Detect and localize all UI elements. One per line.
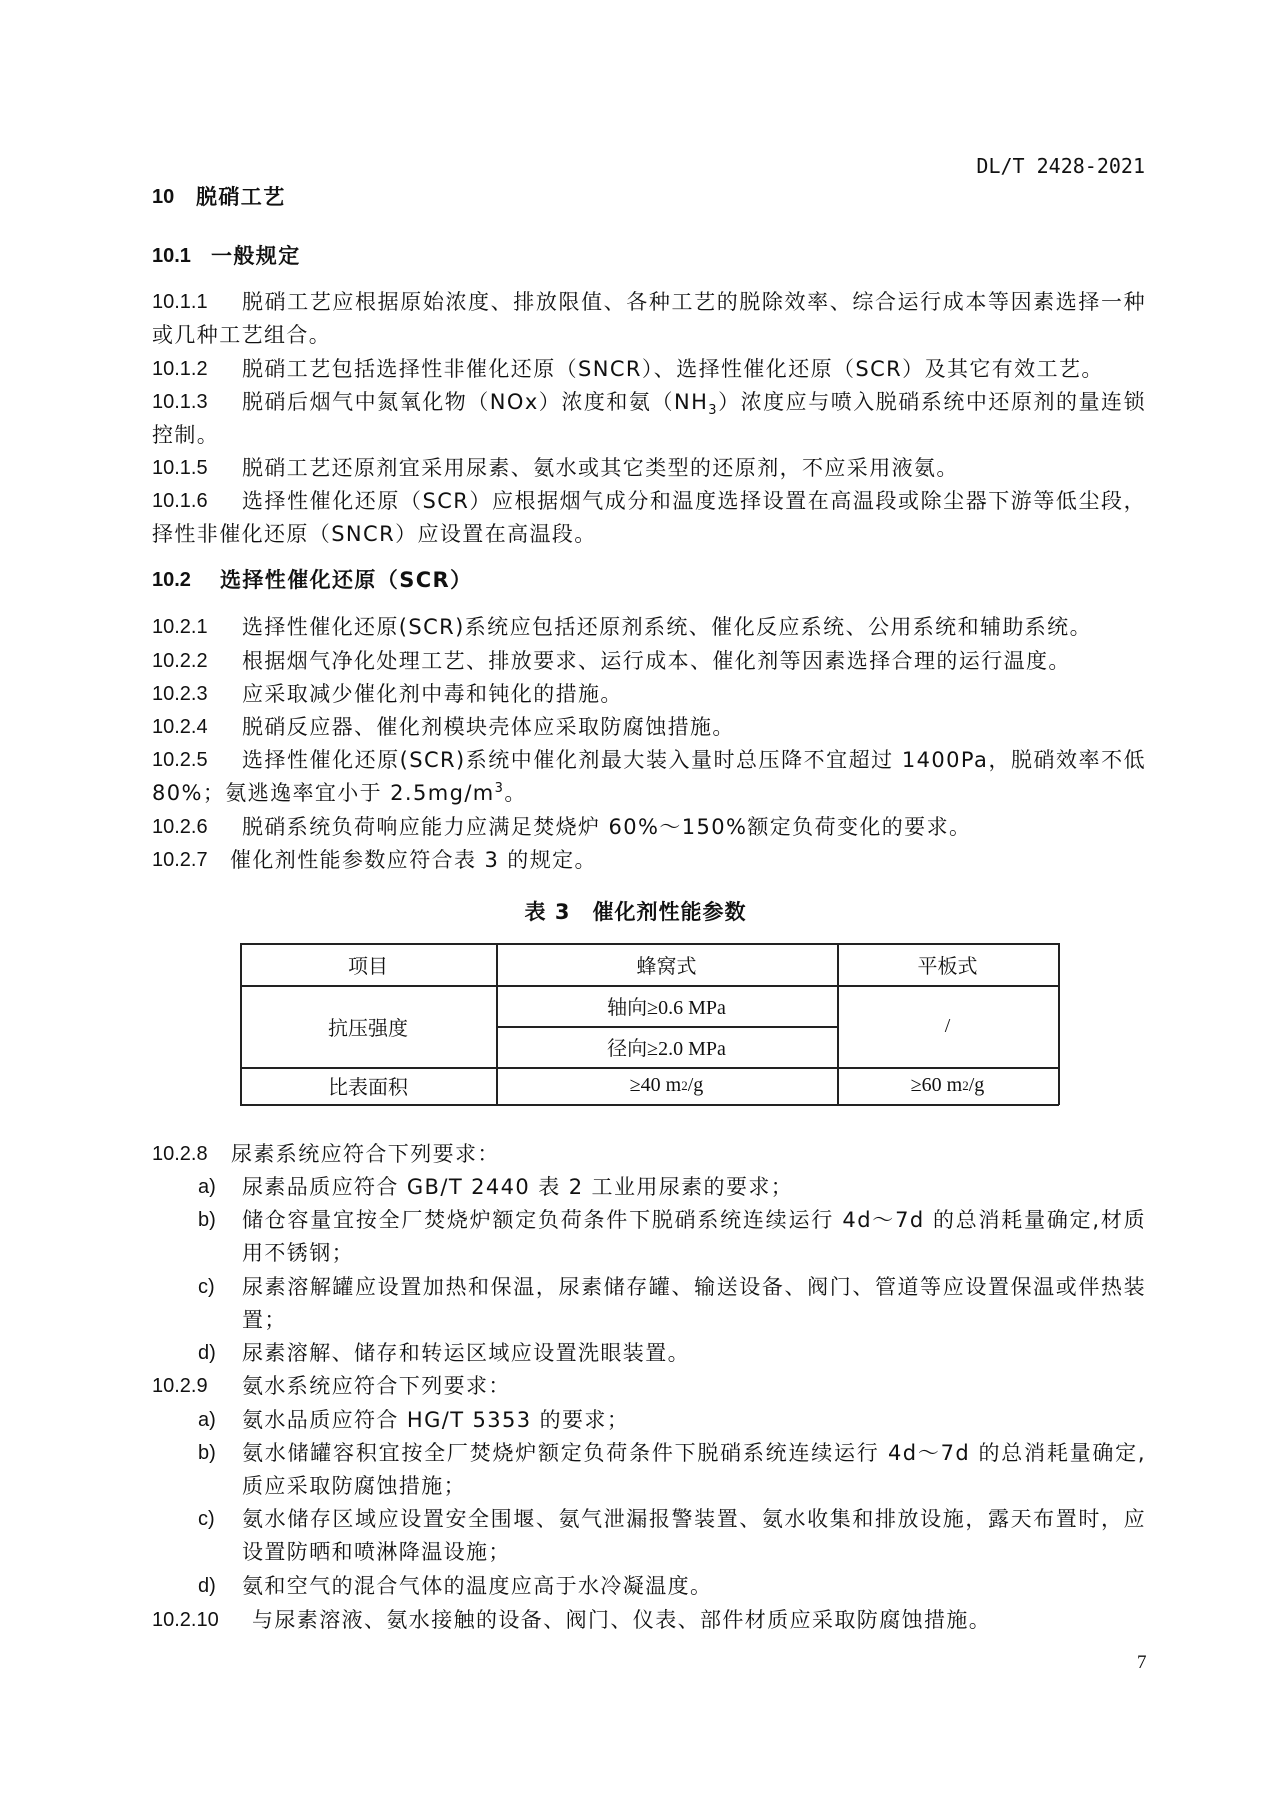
clause-number: 10.2.6 <box>152 816 208 838</box>
text-segment: 选择性催化还原（SCR）应根据烟气成分和温度选择设置在高温段或除尘器下游等低尘段， <box>242 489 1146 513</box>
text-segment: 选择性催化还原(SCR)系统应包括还原剂系统、催化反应系统、公用系统和辅助系统。 <box>242 615 1092 639</box>
text-line <box>242 1206 1146 1234</box>
table-cell-area-label: 比表面积 <box>328 1077 408 1099</box>
text-segment: 用不锈钢； <box>242 1241 354 1266</box>
text-segment: 脱硝工艺 <box>196 185 286 209</box>
text-line <box>242 1173 793 1201</box>
text-segment: 。 <box>504 781 527 806</box>
text-line <box>242 1572 712 1600</box>
text-segment: 3 <box>708 403 718 416</box>
text-line <box>242 388 1146 416</box>
text-segment: 氨水系统应符合下列要求： <box>242 1374 511 1398</box>
table-cell-plate-area: ≥60 m 2 /g <box>910 1074 985 1096</box>
text-segment: 催化剂性能参数应符合表 3 的规定。 <box>230 848 597 872</box>
clause-number: 10.1.2 <box>152 358 208 380</box>
text-segment: 脱硝系统负荷响应能力应满足焚烧炉 60%～150%额定负荷变化的要求。 <box>242 815 972 839</box>
text-line <box>242 713 735 741</box>
table-header-item: 项目 <box>348 955 388 978</box>
clause-number: 10.2.5 <box>152 749 208 771</box>
clause-number: 10.2 <box>152 569 191 591</box>
text-segment: 选择性催化还原(SCR)系统中催化剂最大装入量时总压降不宜超过 1400Pa，脱硝效率不低 <box>242 748 1146 772</box>
text-segment: 氨水储罐容积宜按全厂焚烧炉额定负荷条件下脱硝系统连续运行 4d～7d 的总消耗量确定, <box>242 1441 1146 1465</box>
clause-number: 10.2.2 <box>152 650 208 672</box>
text-line <box>152 321 331 349</box>
text-line <box>242 1472 466 1500</box>
text-segment: 尿素溶解、储存和转运区域应设置洗眼装置。 <box>242 1341 690 1365</box>
text-line <box>242 1306 287 1334</box>
clause-number: a) <box>198 1176 216 1198</box>
text-segment: 设置防晒和喷淋降温设施； <box>242 1540 511 1565</box>
text-line <box>242 1406 629 1434</box>
text-segment: 一般规定 <box>211 244 301 268</box>
text-segment: 与尿素溶液、氨水接触的设备、阀门、仪表、部件材质应采取防腐蚀措施。 <box>252 1608 992 1632</box>
text-line <box>242 1372 511 1400</box>
text-line <box>242 813 971 841</box>
text-line <box>242 746 1146 774</box>
text-segment: 应采取减少催化剂中毒和钝化的措施。 <box>242 682 623 706</box>
table-cell-strength-label: 抗压强度 <box>328 1017 408 1040</box>
text-segment: ）浓度应与喷入脱硝系统中还原剂的量连锁 <box>717 390 1146 414</box>
text-segment: 尿素系统应符合下列要求： <box>231 1142 500 1166</box>
text-line <box>231 1140 500 1168</box>
clause-number: c) <box>198 1508 215 1530</box>
clause-number: 10.2.10 <box>152 1609 219 1631</box>
clause-number: 10.1.3 <box>152 391 208 413</box>
text-line <box>152 779 527 807</box>
text-line <box>220 566 473 594</box>
table-header-honeycomb: 蜂窝式 <box>636 955 697 978</box>
clause-number: 10.2.1 <box>152 616 208 638</box>
text-line <box>242 1538 511 1566</box>
clause-number: 10.1.5 <box>152 457 208 479</box>
clause-number: 10.2.8 <box>152 1143 208 1165</box>
text-line <box>242 355 1104 383</box>
text-segment: 脱硝反应器、催化剂模块壳体应采取防腐蚀措施。 <box>242 715 735 739</box>
text-line <box>242 1239 354 1267</box>
table-cell-honeycomb-area: ≥40 m 2 /g <box>629 1074 704 1096</box>
table-cell-plate-strength: / <box>944 1014 951 1037</box>
text-segment: 或几种工艺组合。 <box>152 323 332 348</box>
text-segment: 尿素溶解罐应设置加热和保温，尿素储存罐、输送设备、阀门、管道等应设置保温或伴热装 <box>242 1275 1146 1299</box>
clause-number: 10.2.4 <box>152 716 208 738</box>
text-line <box>152 421 219 449</box>
text-line <box>211 242 301 270</box>
text-segment: 脱硝工艺应根据原始浓度、排放限值、各种工艺的脱除效率、综合运行成本等因素选择一种 <box>242 290 1146 314</box>
text-segment: 脱硝后烟气中氮氧化物（NOx）浓度和氨（NH <box>242 390 709 414</box>
text-segment: 置； <box>242 1308 287 1333</box>
text-segment: 脱硝工艺包括选择性非催化还原（SNCR）、选择性催化还原（SCR）及其它有效工艺。 <box>242 357 1104 381</box>
text-line <box>152 520 597 548</box>
text-segment: 3 <box>494 781 505 797</box>
clause-number: 10.2.7 <box>152 849 208 871</box>
text-line <box>230 846 597 874</box>
clause-number: d) <box>198 1575 216 1597</box>
clause-number: b) <box>198 1442 216 1464</box>
text-segment: 质应采取防腐蚀措施； <box>242 1474 466 1499</box>
document-id: DL/T 2428-2021 <box>976 154 1145 178</box>
text-line <box>242 487 1146 515</box>
text-segment: 控制。 <box>152 423 220 448</box>
page-number: 7 <box>1137 1652 1147 1673</box>
text-segment: 择性非催化还原（SNCR）应设置在高温段。 <box>152 522 597 547</box>
clause-number: 10.2.3 <box>152 683 208 705</box>
clause-number: d) <box>198 1342 216 1364</box>
text-segment: 根据烟气净化处理工艺、排放要求、运行成本、催化剂等因素选择合理的运行温度。 <box>242 649 1071 673</box>
clause-number: b) <box>198 1209 216 1231</box>
text-line <box>242 288 1146 316</box>
table-title: 表 3 催化剂性能参数 <box>524 900 747 924</box>
text-line <box>242 454 959 482</box>
text-line <box>196 183 286 211</box>
text-segment: 80%；氨逃逸率宜小于 2.5mg/m <box>152 781 495 806</box>
clause-number: 10.1 <box>152 245 191 267</box>
clause-number: a) <box>198 1409 216 1431</box>
text-segment: 氨水储存区域应设置安全围堰、氨气泄漏报警装置、氨水收集和排放设施，露天布置时，应 <box>242 1507 1146 1531</box>
text-segment: 脱硝工艺还原剂宜采用尿素、氨水或其它类型的还原剂，不应采用液氨。 <box>242 456 959 480</box>
clause-number: 10.1.1 <box>152 291 208 313</box>
text-line <box>242 1505 1146 1533</box>
table-cell-radial: 径向≥2.0 MPa <box>607 1038 726 1060</box>
table-header-plate: 平板式 <box>917 955 978 978</box>
text-line <box>242 1339 690 1367</box>
clause-number: 10.2.9 <box>152 1375 208 1397</box>
text-line <box>252 1606 991 1634</box>
text-segment: 尿素品质应符合 GB/T 2440 表 2 工业用尿素的要求； <box>242 1175 794 1199</box>
clause-number: c) <box>198 1276 215 1298</box>
clause-number: 10.1.6 <box>152 490 208 512</box>
text-line <box>242 680 623 708</box>
table-cell-axial: 轴向≥0.6 MPa <box>607 997 726 1019</box>
text-segment: 选择性催化还原（SCR） <box>220 568 473 592</box>
text-line <box>242 613 1092 641</box>
text-line <box>242 1439 1146 1467</box>
text-line <box>242 1273 1146 1301</box>
text-segment: 氨水品质应符合 HG/T 5353 的要求； <box>242 1408 630 1432</box>
text-line <box>242 647 1071 675</box>
text-segment: 储仓容量宜按全厂焚烧炉额定负荷条件下脱硝系统连续运行 4d～7d 的总消耗量确定,材质 <box>242 1208 1146 1232</box>
text-segment: 氨和空气的混合气体的温度应高于水冷凝温度。 <box>242 1574 713 1598</box>
clause-number: 10 <box>152 186 175 208</box>
